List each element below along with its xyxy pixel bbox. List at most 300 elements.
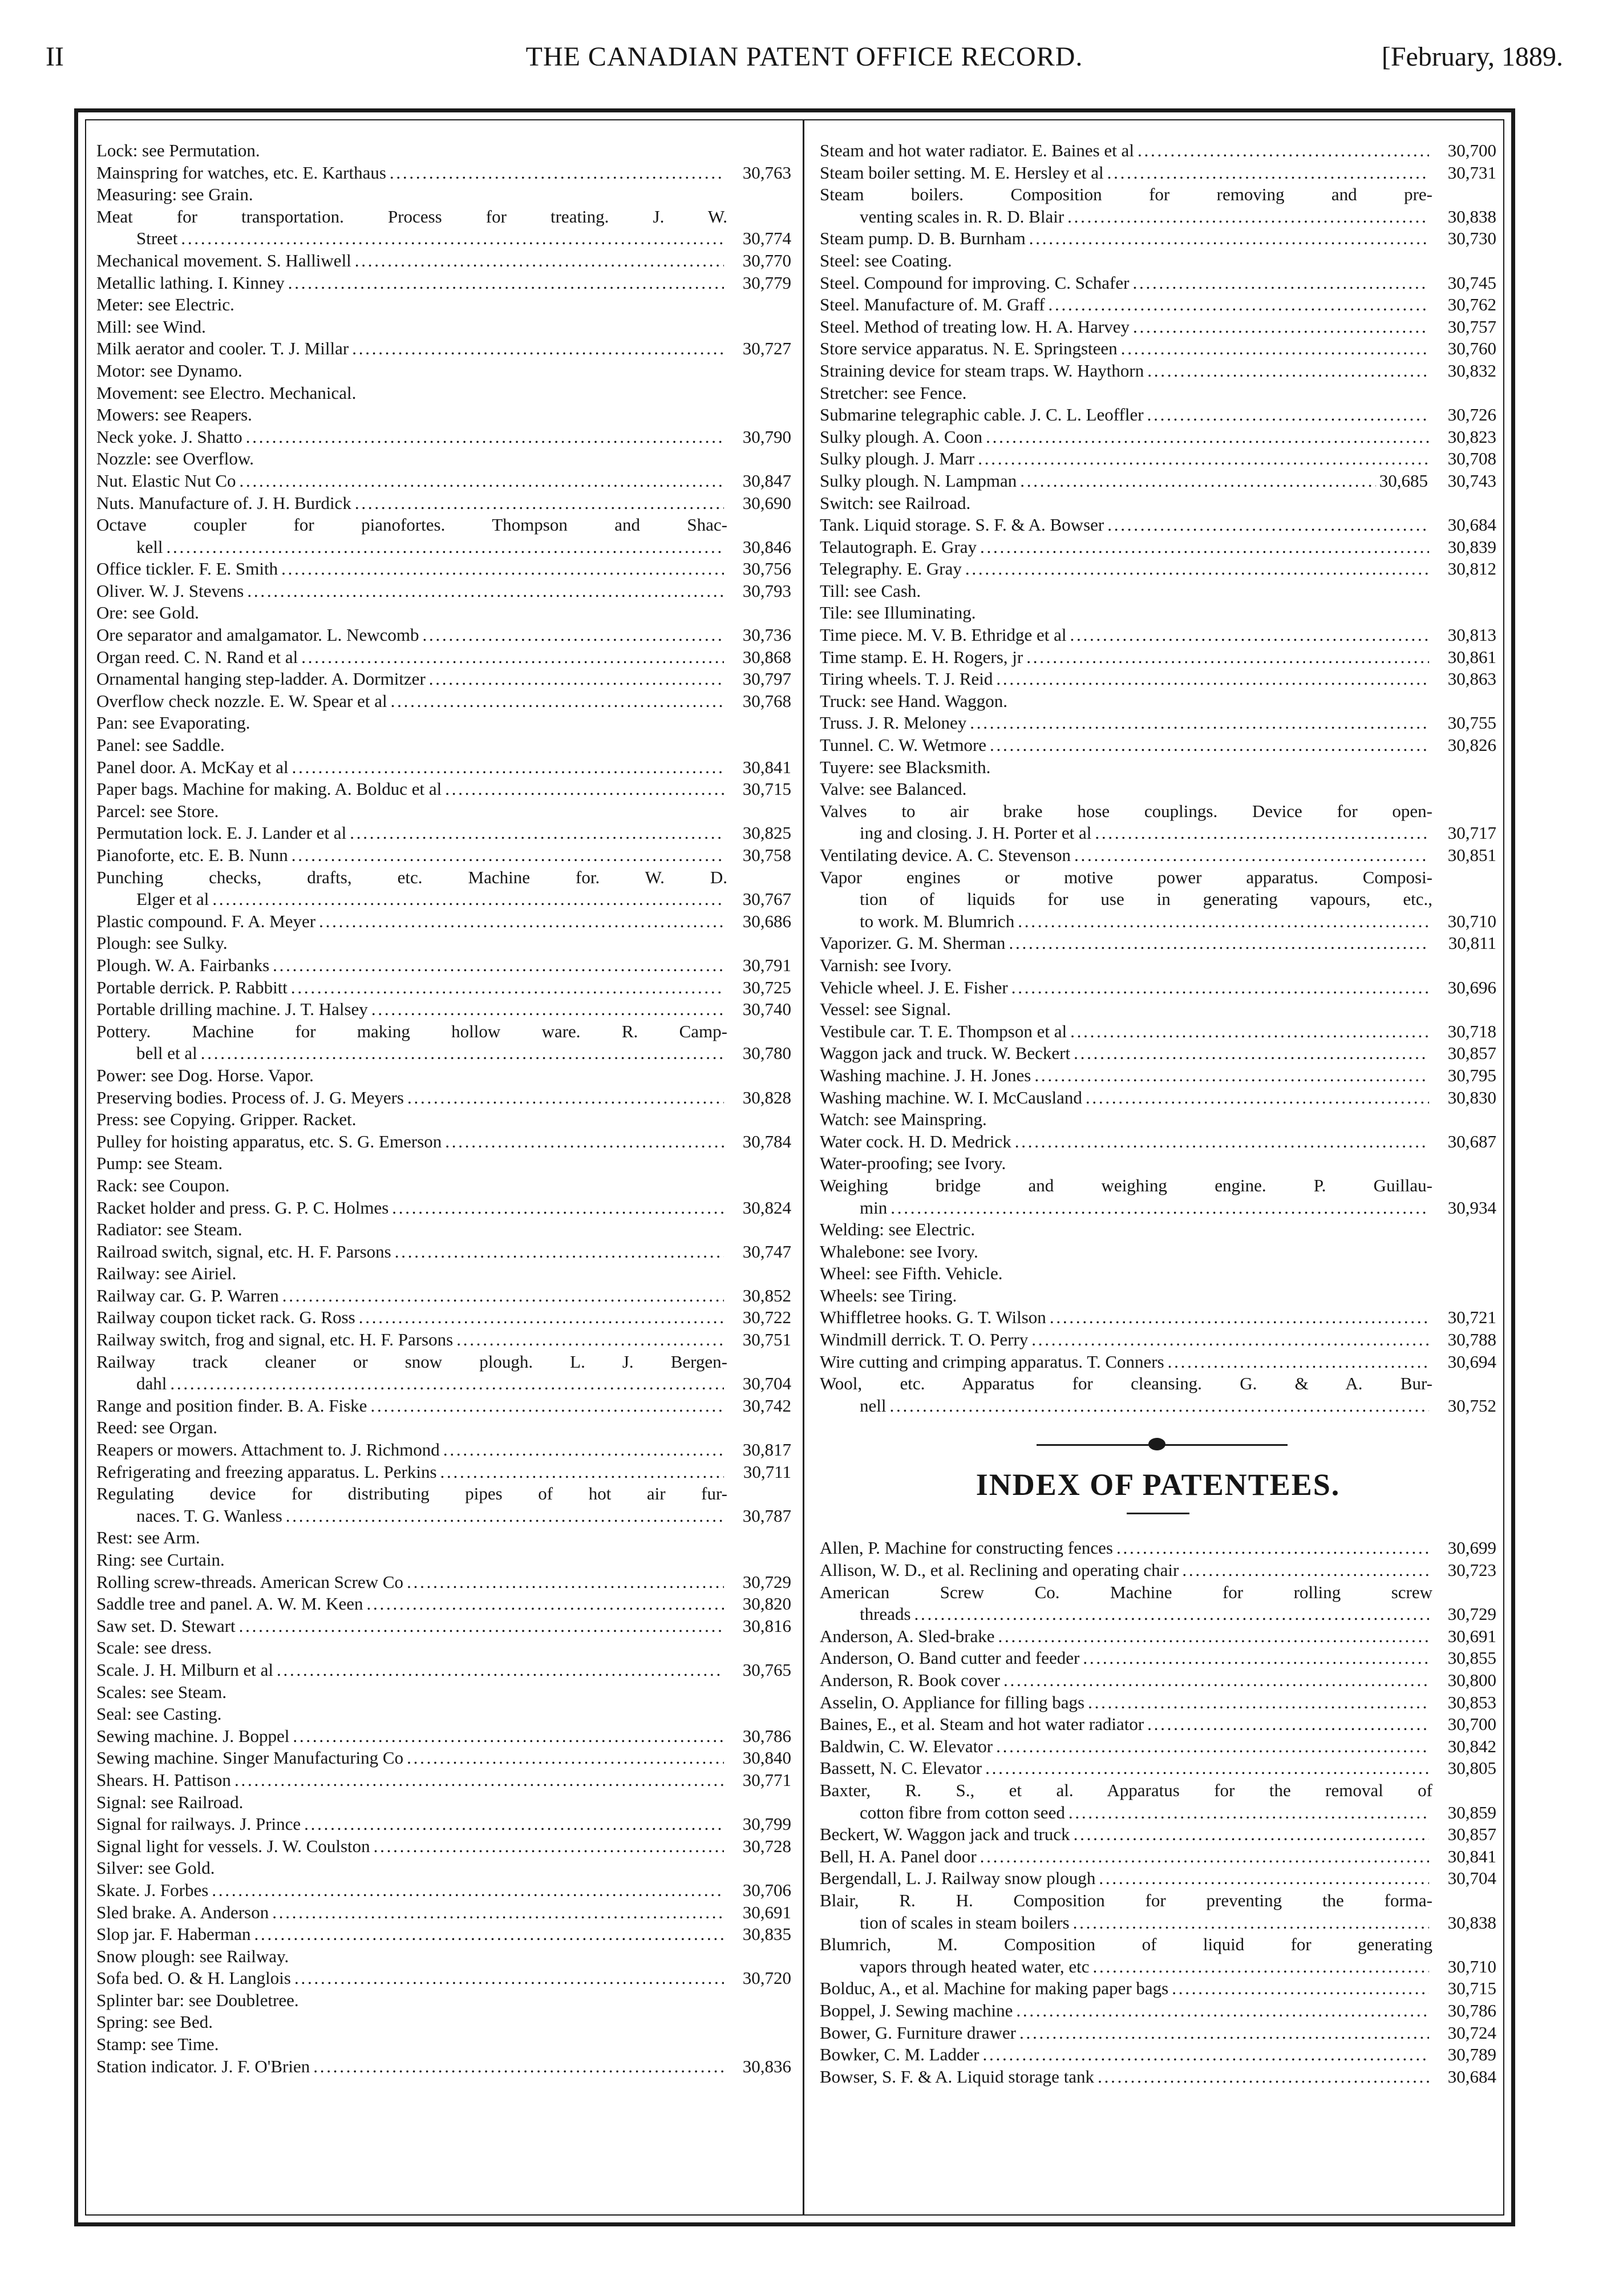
entry-text xyxy=(820,1351,1432,1373)
entry-line-text: Railway car. G. P. Warren xyxy=(96,1285,279,1305)
entry-line-text: Railroad switch, signal, etc. H. F. Parsons xyxy=(96,1241,391,1262)
index-entry xyxy=(820,1582,1496,1626)
entry-line-text: Refrigerating and freezing apparatus. L. Perkins xyxy=(96,1461,437,1482)
issue-date: [February, 1889. xyxy=(1381,42,1563,72)
entry-line xyxy=(820,1153,1432,1175)
entry-text xyxy=(96,558,727,580)
entry-text xyxy=(96,1725,727,1748)
patent-number: 30,780 xyxy=(742,1043,791,1064)
patent-number: 30,795 xyxy=(1447,1065,1496,1085)
entry-text xyxy=(96,1065,727,1087)
dot-leader xyxy=(1147,1713,1429,1736)
entry-text xyxy=(96,162,727,184)
entry-text xyxy=(820,1582,1432,1626)
entry-line xyxy=(96,1219,727,1241)
entry-text xyxy=(820,1890,1432,1934)
entry-line xyxy=(96,1131,727,1153)
entry-line-text: Vestibule car. T. E. Thompson et al xyxy=(820,1021,1067,1041)
entry-line-text: Signal: see Railroad. xyxy=(96,1792,244,1812)
dot-leader xyxy=(423,624,724,646)
entry-line-text: Sulky plough. J. Marr xyxy=(820,448,975,469)
entry-line xyxy=(96,206,727,228)
entry-line-text: bell et al xyxy=(136,1043,197,1064)
patent-number: 30,729 xyxy=(1447,1604,1496,1624)
index-entry xyxy=(820,1757,1496,1780)
index-entry xyxy=(820,1351,1496,1373)
entry-line xyxy=(820,1780,1432,1802)
index-entry xyxy=(820,1890,1496,1934)
entry-line-text: Truss. J. R. Meloney xyxy=(820,713,967,733)
entry-line-text: Nuts. Manufacture of. J. H. Burdick xyxy=(96,492,351,513)
dot-leader xyxy=(1095,822,1429,844)
entry-line-text: Wire cutting and crimping apparatus. T. Conners xyxy=(820,1351,1164,1372)
index-entry xyxy=(96,426,791,448)
patent-number: 30,813 xyxy=(1447,625,1496,645)
entry-line xyxy=(820,1263,1432,1285)
patent-number: 30,842 xyxy=(1447,1736,1496,1756)
index-entry xyxy=(96,977,791,999)
entry-text xyxy=(820,955,1432,977)
entry-line-text: Railway coupon ticket rack. G. Ross xyxy=(96,1307,355,1328)
entry-line xyxy=(820,624,1432,646)
index-entry xyxy=(96,1857,791,1879)
entry-line-text: Snow plough: see Railway. xyxy=(96,1946,289,1966)
index-entry xyxy=(820,602,1496,624)
entry-line-text: Bassett, N. C. Elevator xyxy=(820,1758,982,1778)
patent-number: 30,730 xyxy=(1447,228,1496,249)
patent-number: 30,740 xyxy=(742,999,791,1020)
patent-number: 30,847 xyxy=(742,470,791,491)
entry-text xyxy=(820,338,1432,360)
dot-leader xyxy=(1074,1042,1429,1065)
entry-line-text: American Screw Co. Machine for rolling screw xyxy=(820,1582,1432,1602)
index-entry xyxy=(96,1703,791,1725)
entry-line-text: cotton fibre from cotton seed xyxy=(860,1802,1065,1822)
entry-text xyxy=(96,206,727,250)
entry-line xyxy=(96,1769,727,1792)
entry-line xyxy=(96,360,727,382)
patent-number: 30,825 xyxy=(742,823,791,843)
index-entry xyxy=(96,360,791,382)
entry-line-text: Pan: see Evaporating. xyxy=(96,713,250,733)
index-entry xyxy=(96,844,791,867)
entry-line xyxy=(820,602,1432,624)
index-entry xyxy=(96,1153,791,1175)
patent-number: 30,789 xyxy=(1447,2044,1496,2065)
entry-line xyxy=(96,1263,727,1285)
index-entry xyxy=(96,1681,791,1704)
entry-line xyxy=(820,668,1432,690)
entry-text xyxy=(820,977,1432,999)
entry-line-text: Permutation lock. E. J. Lander et al xyxy=(96,823,347,843)
patent-number: 30,817 xyxy=(742,1440,791,1460)
entry-line-text: Time stamp. E. H. Rogers, jr xyxy=(820,646,1023,667)
entry-text xyxy=(96,448,727,470)
patent-number: 30,699 xyxy=(1447,1538,1496,1558)
patent-number: 30,787 xyxy=(742,1505,791,1526)
dot-leader xyxy=(1168,1351,1429,1373)
patent-number: 30,934 xyxy=(1447,1197,1496,1218)
index-entry xyxy=(96,646,791,669)
entry-line xyxy=(96,668,727,690)
entry-line xyxy=(820,1934,1432,1956)
patent-number: 30,790 xyxy=(742,426,791,447)
patent-number: 30,752 xyxy=(1447,1395,1496,1416)
entry-text xyxy=(96,955,727,977)
entry-text xyxy=(96,514,727,558)
patent-number: 30,725 xyxy=(742,977,791,997)
entry-line-text: Steam pump. D. B. Burnham xyxy=(820,228,1026,249)
dot-leader xyxy=(355,492,724,515)
entry-line xyxy=(820,867,1432,889)
entry-line xyxy=(96,2034,727,2056)
index-entry xyxy=(96,1571,791,1594)
patent-number: 30,835 xyxy=(742,1924,791,1945)
subject-entries-right xyxy=(820,140,1496,1417)
entry-text xyxy=(96,1109,727,1131)
index-entry xyxy=(820,294,1496,316)
entry-line xyxy=(820,536,1432,559)
entry-line-text: Sled brake. A. Anderson xyxy=(96,1902,269,1922)
patent-number: 30,786 xyxy=(742,1725,791,1746)
index-entry xyxy=(96,206,791,250)
index-entry xyxy=(96,822,791,844)
entry-line xyxy=(96,250,727,272)
entry-line xyxy=(820,1197,1432,1219)
entry-line xyxy=(820,2022,1432,2044)
dot-leader xyxy=(371,999,724,1021)
entry-line xyxy=(96,1990,727,2012)
entry-line-text: Parcel: see Store. xyxy=(96,801,219,821)
entry-line xyxy=(820,1087,1432,1109)
entry-line xyxy=(96,1042,727,1065)
entry-line-text: Boppel, J. Sewing machine xyxy=(820,2000,1013,2020)
entry-text xyxy=(96,184,727,206)
patent-number: 30,763 xyxy=(742,162,791,183)
patent-number: 30,811 xyxy=(1448,933,1496,953)
index-entry xyxy=(820,514,1496,536)
entry-line-text: Rest: see Arm. xyxy=(96,1527,200,1548)
patent-number: 30,855 xyxy=(1447,1648,1496,1668)
entry-line xyxy=(96,1285,727,1307)
dot-leader xyxy=(445,778,724,801)
entry-text xyxy=(96,1747,727,1769)
entry-text xyxy=(820,250,1432,272)
entry-line xyxy=(96,580,727,603)
entry-line-text: Asselin, O. Appliance for filling bags xyxy=(820,1692,1085,1712)
index-entry xyxy=(820,1153,1496,1175)
entry-line xyxy=(96,338,727,360)
entry-text xyxy=(96,382,727,405)
entry-line-text: Meat for transportation. Process for treating. J. W. xyxy=(96,206,727,227)
dot-leader xyxy=(1016,2000,1429,2022)
entry-line xyxy=(820,1867,1432,1890)
entry-line xyxy=(820,712,1432,734)
entry-text xyxy=(96,624,727,646)
dot-leader xyxy=(990,734,1429,757)
entry-line-text: Sofa bed. O. & H. Langlois xyxy=(96,1968,291,1988)
entry-line xyxy=(820,1582,1432,1604)
entry-line xyxy=(820,2044,1432,2066)
entry-line-text: threads xyxy=(860,1604,911,1624)
entry-line xyxy=(96,1703,727,1725)
index-entry xyxy=(96,1902,791,1924)
section-ornament xyxy=(820,1433,1496,1458)
entry-line-text: Reapers or mowers. Attachment to. J. Richmond xyxy=(96,1440,440,1460)
patent-number: 30,704 xyxy=(1447,1868,1496,1889)
entry-text xyxy=(96,1241,727,1263)
entry-text xyxy=(820,1373,1432,1417)
dot-leader xyxy=(1074,1824,1429,1846)
entry-line-text: Punching checks, drafts, etc. Machine for. W. D. xyxy=(96,867,727,887)
entry-line xyxy=(96,448,727,470)
patent-number: 30,728 xyxy=(742,1836,791,1856)
entry-text xyxy=(820,580,1432,603)
index-entry xyxy=(820,426,1496,448)
patent-number: 30,726 xyxy=(1447,405,1496,425)
index-entry xyxy=(820,1846,1496,1868)
entry-line xyxy=(820,1647,1432,1670)
entry-line xyxy=(96,932,727,955)
entry-line xyxy=(96,1527,727,1549)
index-entry xyxy=(96,1109,791,1131)
patent-number: 30,805 xyxy=(1447,1758,1496,1778)
entry-line-text: Weighing bridge and weighing engine. P. Guillau- xyxy=(820,1175,1432,1195)
index-entry xyxy=(820,778,1496,801)
patent-number: 30,793 xyxy=(742,580,791,601)
patent-number: 30,704 xyxy=(742,1373,791,1394)
entry-line xyxy=(820,272,1432,294)
dot-leader xyxy=(293,1725,724,1748)
entry-line-text: Waggon jack and truck. W. Beckert xyxy=(820,1043,1071,1064)
dot-leader xyxy=(1070,1021,1429,1043)
index-entry xyxy=(96,690,791,713)
patent-number: 30,791 xyxy=(742,955,791,975)
index-entry xyxy=(820,228,1496,250)
dot-leader xyxy=(1133,316,1429,338)
entry-text xyxy=(96,801,727,823)
entry-line xyxy=(96,558,727,580)
subject-index-right-column xyxy=(820,140,1496,2088)
entry-text xyxy=(820,2044,1432,2066)
entry-line xyxy=(96,801,727,823)
ornament-diamond xyxy=(1148,1438,1165,1450)
entry-text xyxy=(820,1780,1432,1824)
entry-line xyxy=(96,1461,727,1483)
dot-leader xyxy=(978,448,1429,470)
dot-leader xyxy=(352,338,724,360)
entry-line xyxy=(96,624,727,646)
entry-line-text: Movement: see Electro. Mechanical. xyxy=(96,382,357,403)
entry-line xyxy=(96,184,727,206)
dot-leader xyxy=(294,1967,724,1990)
entry-line xyxy=(96,1747,727,1769)
dot-leader xyxy=(313,2056,724,2078)
dot-leader xyxy=(1121,338,1429,360)
entry-line xyxy=(820,404,1432,426)
index-entry xyxy=(820,448,1496,470)
patent-number: 30,797 xyxy=(742,669,791,689)
dot-leader xyxy=(1083,1647,1429,1670)
index-entry xyxy=(820,668,1496,690)
index-entry xyxy=(820,1647,1496,1670)
entry-line-text: Saw set. D. Stewart xyxy=(96,1615,236,1636)
entry-line-text: Vaporizer. G. M. Sherman xyxy=(820,933,1006,953)
entry-line xyxy=(820,580,1432,603)
entry-line xyxy=(96,712,727,734)
dot-leader xyxy=(370,1395,724,1417)
index-entry xyxy=(96,801,791,823)
index-entry xyxy=(96,1307,791,1329)
entry-text xyxy=(96,1219,727,1241)
index-frame xyxy=(74,108,1515,2226)
page-header xyxy=(46,41,1563,81)
index-entry xyxy=(820,140,1496,162)
entry-line-text: Blumrich, M. Composition of liquid for generating xyxy=(820,1934,1432,1955)
entry-line-text: Scale. J. H. Milburn et al xyxy=(96,1659,273,1680)
dot-leader xyxy=(445,1131,724,1153)
dot-leader xyxy=(998,1626,1430,1648)
index-entry xyxy=(820,1087,1496,1109)
entry-line-text: Oliver. W. J. Stevens xyxy=(96,580,244,601)
entry-text xyxy=(96,1329,727,1351)
dot-leader xyxy=(1049,294,1429,316)
index-entry xyxy=(96,1946,791,1968)
patent-number: 30,812 xyxy=(1447,559,1496,579)
dot-leader xyxy=(288,272,724,294)
patent-number: 30,757 xyxy=(1447,316,1496,337)
patent-number: 30,861 xyxy=(1447,646,1496,667)
entry-line-text: Sulky plough. A. Coon xyxy=(820,426,983,447)
entry-line-text: Ore separator and amalgamator. L. Newcomb xyxy=(96,625,419,645)
patent-number: 30,724 xyxy=(1447,2022,1496,2043)
entry-text xyxy=(96,690,727,713)
index-entry xyxy=(820,1263,1496,1285)
entry-line-text: Scales: see Steam. xyxy=(96,1681,227,1702)
entry-line xyxy=(820,206,1432,228)
dot-leader xyxy=(890,1395,1430,1417)
entry-line xyxy=(820,1670,1432,1692)
entry-line xyxy=(96,602,727,624)
entry-line xyxy=(820,228,1432,250)
entry-line xyxy=(820,1131,1432,1153)
entry-text xyxy=(96,1483,727,1527)
patent-number: 30,711 xyxy=(743,1461,791,1482)
entry-text xyxy=(96,426,727,448)
entry-text xyxy=(820,1307,1432,1329)
entry-line-text: Tunnel. C. W. Wetmore xyxy=(820,735,987,755)
entry-line-text: Anderson, O. Band cutter and feeder xyxy=(820,1648,1080,1668)
entry-line-text: Blair, R. H. Composition for preventing the forma- xyxy=(820,1890,1432,1910)
patent-number: 30,853 xyxy=(1447,1692,1496,1712)
entry-line xyxy=(96,1021,727,1043)
entry-line xyxy=(820,1890,1432,1912)
dot-leader xyxy=(359,1307,724,1329)
index-entry xyxy=(96,140,791,162)
subject-index-left-column xyxy=(96,140,791,2077)
patent-number: 30,727 xyxy=(742,338,791,359)
entry-text xyxy=(820,1263,1432,1285)
patent-number: 30,736 xyxy=(742,625,791,645)
entry-text xyxy=(820,1559,1432,1582)
index-entry xyxy=(820,844,1496,867)
entry-line xyxy=(820,184,1432,206)
entry-text xyxy=(96,1571,727,1594)
entry-line-text: Bell, H. A. Panel door xyxy=(820,1846,977,1866)
dot-leader xyxy=(1147,404,1429,426)
entry-text xyxy=(96,492,727,515)
index-entry xyxy=(96,338,791,360)
patent-number: 30,786 xyxy=(1447,2000,1496,2020)
entry-line xyxy=(96,1153,727,1175)
entry-line-text: naces. T. G. Wanless xyxy=(136,1505,282,1526)
index-entry xyxy=(96,1131,791,1153)
entry-text xyxy=(820,294,1432,316)
patent-number: 30,687 xyxy=(1447,1131,1496,1151)
index-entry xyxy=(820,382,1496,405)
index-entry xyxy=(820,1021,1496,1043)
entry-line xyxy=(96,294,727,316)
index-entry xyxy=(96,470,791,492)
index-entry xyxy=(96,2034,791,2056)
patent-number: 30,824 xyxy=(742,1197,791,1218)
patent-number: 30,721 xyxy=(1447,1307,1496,1328)
dot-leader xyxy=(456,1329,724,1351)
entry-line xyxy=(820,2000,1432,2022)
index-entry xyxy=(96,316,791,338)
index-entry xyxy=(96,514,791,558)
entry-text xyxy=(96,2034,727,2056)
entry-text xyxy=(820,558,1432,580)
index-entry xyxy=(820,404,1496,426)
entry-line-text: Till: see Cash. xyxy=(820,580,921,601)
entry-line xyxy=(96,1373,727,1395)
index-entry xyxy=(96,932,791,955)
dot-leader xyxy=(281,558,724,580)
patent-number: 30,691 xyxy=(742,1902,791,1922)
dot-leader xyxy=(1074,844,1429,867)
entry-line xyxy=(96,757,727,779)
entry-line xyxy=(96,1637,727,1659)
entry-line-text: Allison, W. D., et al. Reclining and operating chair xyxy=(820,1560,1179,1580)
index-entry xyxy=(96,955,791,977)
patent-number: 30,830 xyxy=(1447,1087,1496,1107)
entry-text xyxy=(820,1109,1432,1131)
entry-line-text: Meter: see Electric. xyxy=(96,294,234,315)
dot-leader xyxy=(1070,624,1429,646)
dot-leader xyxy=(1088,1692,1429,1714)
entry-text xyxy=(96,404,727,426)
entry-text xyxy=(820,404,1432,426)
entry-text xyxy=(96,911,727,933)
entry-text xyxy=(96,646,727,669)
entry-text xyxy=(96,1417,727,1439)
entry-text xyxy=(820,1626,1432,1648)
entry-line xyxy=(96,1571,727,1594)
patent-number: 30,859 xyxy=(1447,1802,1496,1822)
entry-line xyxy=(96,1241,727,1263)
dot-leader xyxy=(390,162,724,184)
entry-line-text: Press: see Copying. Gripper. Racket. xyxy=(96,1109,357,1130)
index-entry xyxy=(820,184,1496,228)
entry-text xyxy=(96,1021,727,1065)
entry-line xyxy=(96,1351,727,1373)
entry-line-text: Washing machine. J. H. Jones xyxy=(820,1065,1031,1085)
entry-line-text: Radiator: see Steam. xyxy=(96,1219,242,1240)
entry-text xyxy=(820,316,1432,338)
entry-line-text: Stamp: see Time. xyxy=(96,2034,219,2055)
entry-line xyxy=(820,2066,1432,2088)
